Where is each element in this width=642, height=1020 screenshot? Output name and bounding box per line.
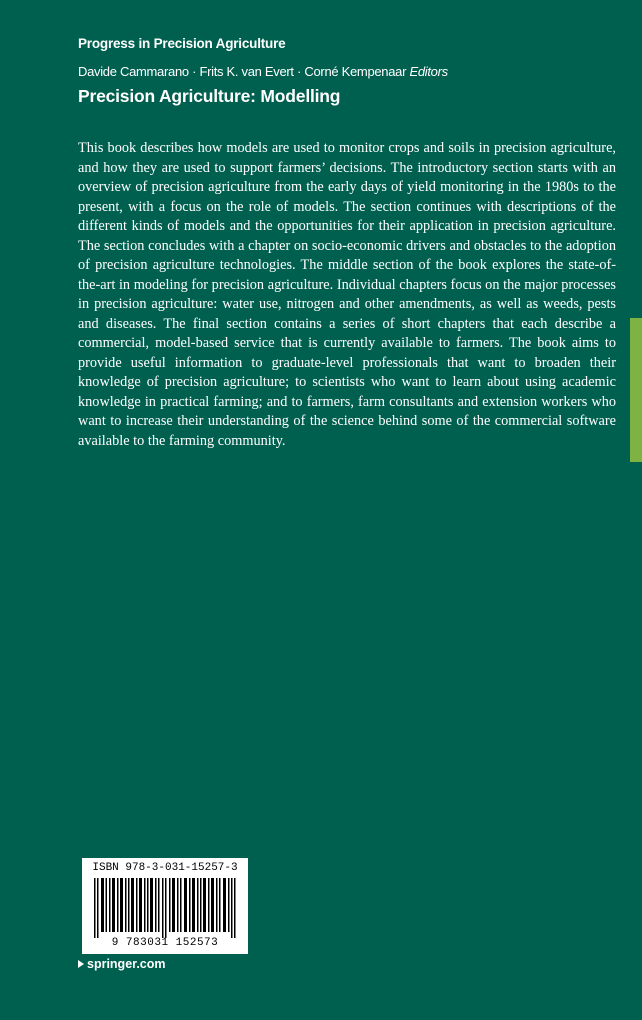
triangle-right-icon xyxy=(78,960,84,968)
book-title: Precision Agriculture: Modelling xyxy=(78,86,341,106)
barcode-number: 9 783031 152573 xyxy=(111,937,219,949)
editor-names: Davide Cammarano · Frits K. van Evert · Corné Kempenaar xyxy=(78,64,407,79)
editors-line xyxy=(78,64,448,79)
barcode-panel xyxy=(82,858,248,954)
isbn-label: ISBN 978-3-031-15257-3 xyxy=(92,862,238,874)
springer-link-text[interactable]: springer.com xyxy=(87,957,166,971)
barcode-icon xyxy=(94,878,236,938)
series-title: Progress in Precision Agriculture xyxy=(78,36,286,51)
book-description: This book describes how models are used to monitor crops and soils in precision agriculture, and how they are used to support farmers’ decisions. The introductory section starts with an overview of precision agriculture from the early days of yield monitoring in the 1980s to the present, with a focus on the role of models. The section continues with descriptions of the different kinds of models and the opportunities for their application in precision agriculture. The section concludes with a chapter on socio-economic drivers and obstacles to the adoption of precision agriculture technologies. The middle section of the book explores the state-of-the-art in modeling for precision agriculture. Individual chapters focus on the major processes in precision agriculture: water use, nitrogen and other amendments, as well as weeds, pests and diseases. The final section contains a series of short chapters that each describe a commercial, model-based service that is currently available to farmers. The book aims to provide useful information to graduate-level professionals that want to broaden their knowledge of precision agriculture; to scientists who want to learn about using academic knowledge in practical farming; and to farmers, farm consultants and extension workers who want to increase their understanding of the science behind some of the commercial software available to the farming community. xyxy=(78,140,616,449)
editors-role: Editors xyxy=(409,64,448,79)
springer-link[interactable] xyxy=(78,957,166,971)
edge-color-bar xyxy=(630,318,642,462)
